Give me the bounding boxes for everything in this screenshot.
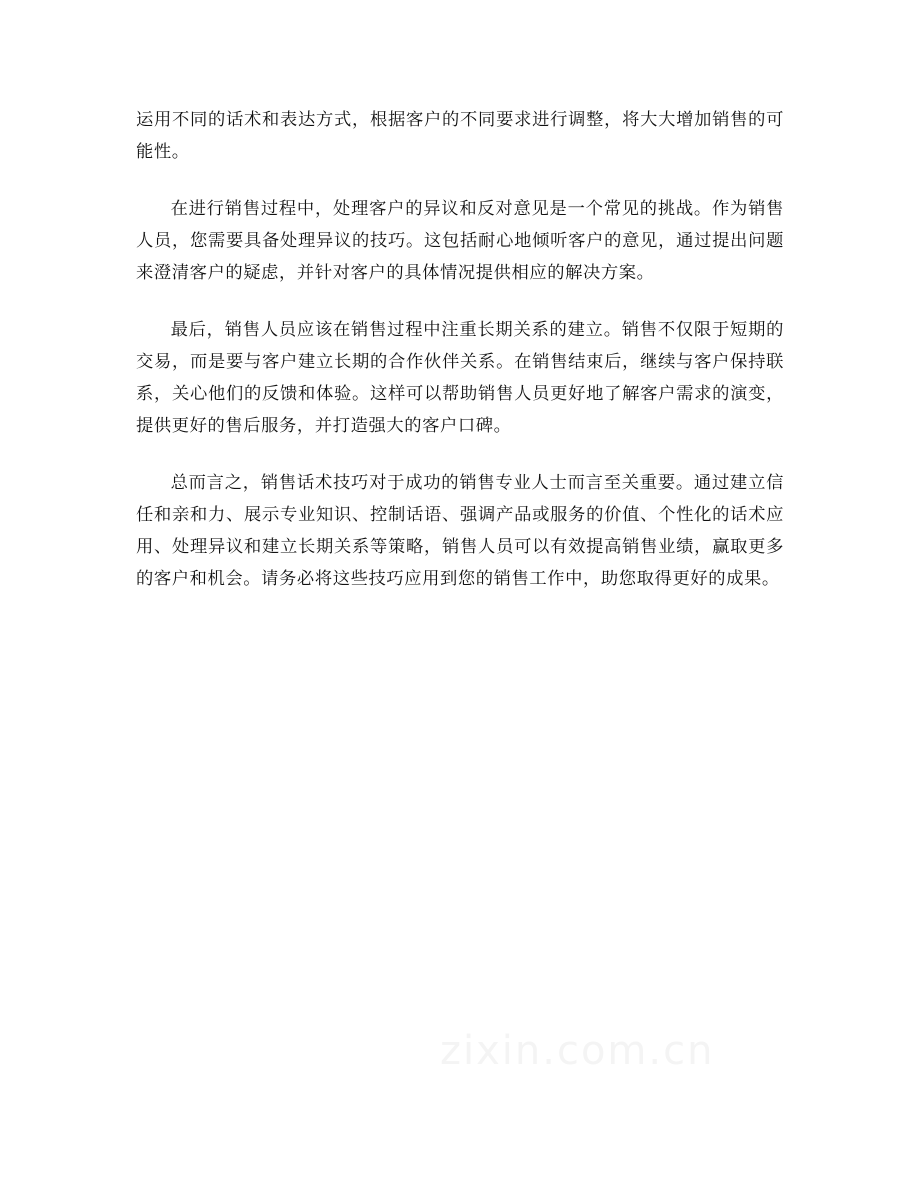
paragraph-conclusion: 总而言之，销售话术技巧对于成功的销售专业人士而言至关重要。通过建立信任和亲和力、展示专业知识、控制话语、强调产品或服务的价值、个性化的话术应用、处理异议和建立长期关系等策略，销售人员可以有效提高销售业绩，赢取更多的客户和机会。请务必将这些技巧应用到您的销售工作中，助您取得更好的成果。 bbox=[136, 473, 784, 589]
document-body bbox=[136, 104, 784, 620]
paragraph-long-term-relationship: 最后，销售人员应该在销售过程中注重长期关系的建立。销售不仅限于短期的交易，而是要与客户建立长期的合作伙伴关系。在销售结束后，继续与客户保持联系，关心他们的反馈和体验。这样可以帮助销售人员更好地了解客户需求的演变，提供更好的售后服务，并打造强大的客户口碑。 bbox=[136, 320, 784, 436]
watermark-text: zixin.com.cn bbox=[440, 1028, 715, 1074]
paragraph-continuation: 运用不同的话术和表达方式，根据客户的不同要求进行调整，将大大增加销售的可能性。 bbox=[136, 110, 784, 162]
paragraph-objection-handling: 在进行销售过程中，处理客户的异议和反对意见是一个常见的挑战。作为销售人员，您需要具备处理异议的技巧。这包括耐心地倾听客户的意见，通过提出问题来澄清客户的疑虑，并针对客户的具体情况提供相应的解决方案。 bbox=[136, 199, 784, 283]
